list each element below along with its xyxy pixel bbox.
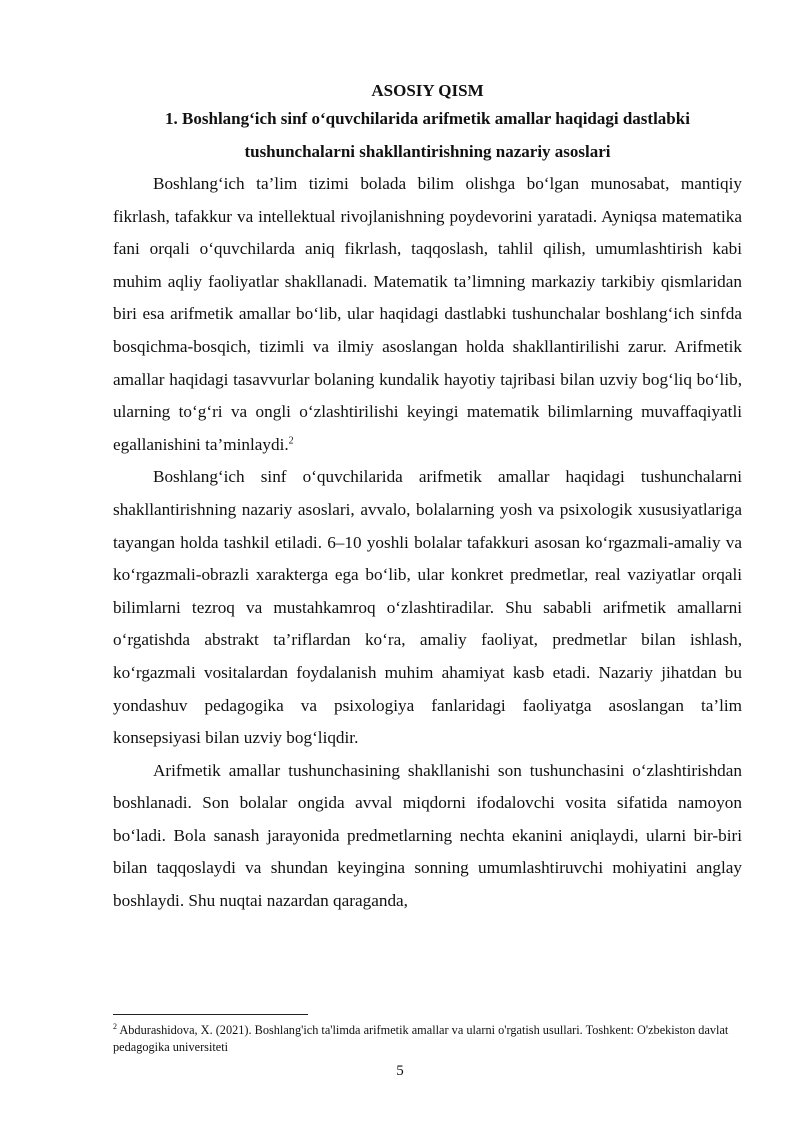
body-text xyxy=(113,168,742,918)
section-title: ASOSIY QISM xyxy=(371,81,484,100)
footnote-divider xyxy=(113,1014,308,1015)
paragraph-1-text: Boshlang‘ich ta’lim tizimi bolada bilim olishga bo‘lgan munosabat, mantiqiy fikrlash, tafakkur va intellektual rivojlanishning poydevorini yaratadi. Ayniqsa matematika fani orqali o‘quvchilarda aniq fikrlash, taqqoslash, tahlil qilish, umumlashtirish kabi muhim aqliy faoliyatlar shakllanadi. Matematik ta’limning markaziy tarkibiy qismlaridan biri esa arifmetik amallar bo‘lib, ular haqidagi dastlabki tushunchalar boshlang‘ich sinfda bosqichma-bosqich, tizimli va ilmiy asoslangan holda shakllantirilishi zarur. Arifmetik amallar haqidagi tasavvurlar bolaning kundalik hayotiy tajribasi bilan uzviy bog‘liq bo‘lib, ularning to‘g‘ri va ongli o‘zlashtirilishi keyingi matematik bilimlarning muvaffaqiyatli egallanishini ta’minlaydi. xyxy=(113,174,742,454)
footnote-text: Abdurashidova, X. (2021). Boshlang'ich ta'limda arifmetik amallar va ularni o'rgatish usullari. Toshkent: O'zbekiston davlat pedagogika universiteti xyxy=(113,1023,729,1054)
paragraph-2: Boshlang‘ich sinf o‘quvchilarida arifmetik amallar haqidagi tushunchalarni shakllantirishning nazariy asoslari, avvalo, bolalarning yosh va psixologik xususiyatlariga tayangan holda tashkil etiladi. 6–10 yoshli bolalar tafakkuri asosan ko‘rgazmali-amaliy va ko‘rgazmali-obrazli xarakterga ega bo‘lib, ular konkret predmetlar, real vaziyatlar orqali bilimlarni tezroq va mustahkamroq o‘zlashtiradilar. Shu sababli arifmetik amallarni o‘rgatishda abstrakt ta’riflardan ko‘ra, amaliy faoliyat, predmetlar bilan ishlash, ko‘rgazmali vositalardan foydalanish muhim ahamiyat kasb etadi. Nazariy jihatdan bu yondashuv pedagogika va psixologiya fanlaridagi faoliyatga asoslangan ta’lim konsepsiyasi bilan uzviy bog‘liqdir. xyxy=(113,467,742,748)
footnote-number: 2 xyxy=(113,1021,117,1031)
chapter-subtitle: 1. Boshlang‘ich sinf o‘quvchilarida arifmetik amallar haqidagi dastlabki tushunchalarni shakllantirishning nazariy asoslari xyxy=(165,109,690,161)
paragraph-3: Arifmetik amallar tushunchasining shakllanishi son tushunchasini o‘zlashtirishdan boshlanadi. Son bolalar ongida avval miqdorni ifodalovchi vosita sifatida namoyon bo‘ladi. Bola sanash jarayonida predmetlarning nechta ekanini aniqlaydi, ularni bir-biri bilan taqqoslaydi va shundan keyingina sonning umumlashtiruvchi mohiyatini anglay boshlaydi. Shu nuqtai nazardan qaraganda, xyxy=(113,760,742,911)
paragraph-1 xyxy=(113,168,742,461)
footnote-reference[interactable]: 2 xyxy=(288,435,294,447)
page-number: 5 xyxy=(396,1063,404,1079)
footnote xyxy=(113,1022,742,1056)
